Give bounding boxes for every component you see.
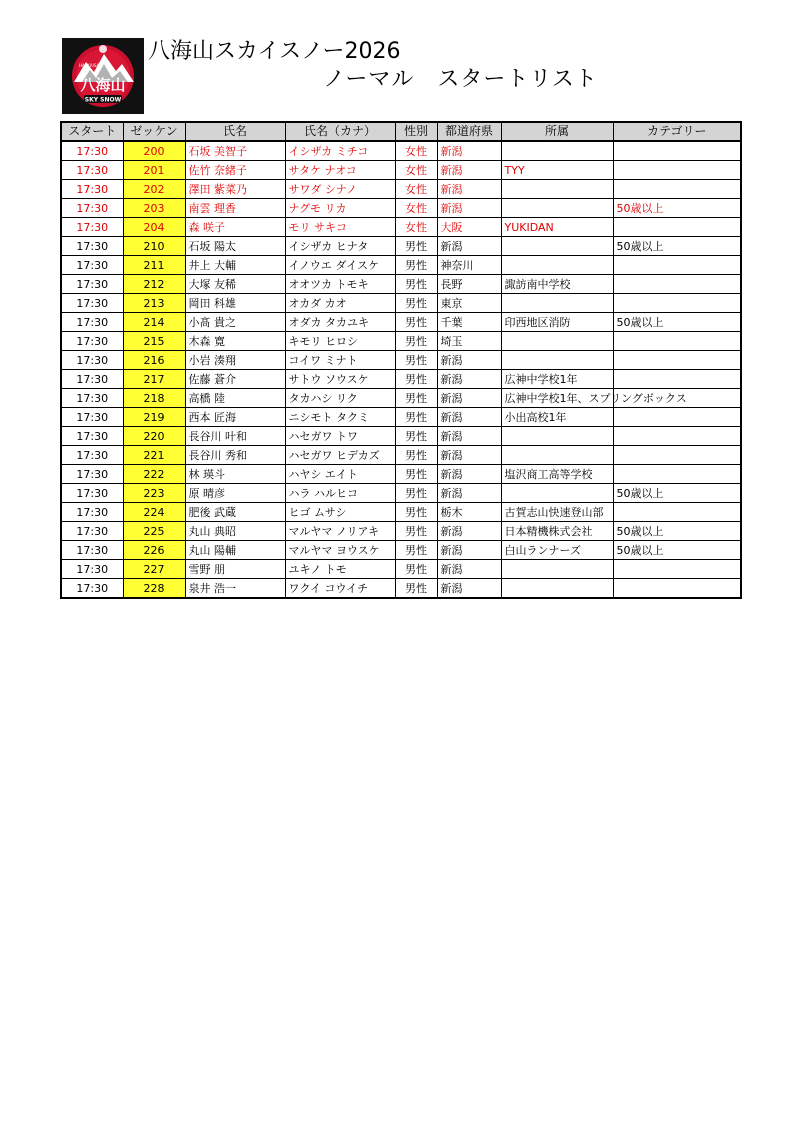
column-header-sex: 性別 [395, 122, 437, 141]
sex-cell: 女性 [395, 218, 437, 237]
affiliation-cell: 諏訪南中学校 [501, 275, 613, 294]
category-cell [613, 351, 741, 370]
start-time-cell: 17:30 [61, 218, 123, 237]
bib-number-cell: 219 [123, 408, 185, 427]
name-cell: 石坂 陽太 [185, 237, 285, 256]
name-kana-cell: サタケ ナオコ [285, 161, 395, 180]
column-header-name: 氏名 [185, 122, 285, 141]
category-cell [613, 370, 741, 389]
start-time-cell: 17:30 [61, 503, 123, 522]
affiliation-cell [501, 332, 613, 351]
sex-cell: 男性 [395, 427, 437, 446]
start-time-cell: 17:30 [61, 560, 123, 579]
start-time-cell: 17:30 [61, 408, 123, 427]
column-header-category: カテゴリー [613, 122, 741, 141]
name-kana-cell: オオツカ トモキ [285, 275, 395, 294]
name-cell: 大塚 友稀 [185, 275, 285, 294]
prefecture-cell: 東京 [437, 294, 501, 313]
affiliation-cell: TYY [501, 161, 613, 180]
bib-number-cell: 213 [123, 294, 185, 313]
prefecture-cell: 栃木 [437, 503, 501, 522]
bib-number-cell: 201 [123, 161, 185, 180]
name-kana-cell: コイワ ミナト [285, 351, 395, 370]
name-kana-cell: ユキノ トモ [285, 560, 395, 579]
name-cell: 佐藤 蒼介 [185, 370, 285, 389]
prefecture-cell: 神奈川 [437, 256, 501, 275]
bib-number-cell: 223 [123, 484, 185, 503]
start-time-cell: 17:30 [61, 237, 123, 256]
name-cell: 南雲 理香 [185, 199, 285, 218]
table-row [61, 351, 741, 370]
affiliation-cell: 小出高校1年 [501, 408, 613, 427]
start-time-cell: 17:30 [61, 332, 123, 351]
start-time-cell: 17:30 [61, 313, 123, 332]
name-cell: 肥後 武蔵 [185, 503, 285, 522]
sex-cell: 男性 [395, 313, 437, 332]
table-row [61, 256, 741, 275]
sex-cell: 男性 [395, 332, 437, 351]
affiliation-cell [501, 579, 613, 599]
prefecture-cell: 新潟 [437, 199, 501, 218]
affiliation-cell [501, 237, 613, 256]
category-cell [613, 465, 741, 484]
sex-cell: 女性 [395, 141, 437, 161]
name-cell: 丸山 典昭 [185, 522, 285, 541]
sex-cell: 男性 [395, 465, 437, 484]
prefecture-cell: 大阪 [437, 218, 501, 237]
start-time-cell: 17:30 [61, 484, 123, 503]
sex-cell: 男性 [395, 294, 437, 313]
category-cell: 50歳以上 [613, 237, 741, 256]
affiliation-cell [501, 446, 613, 465]
start-time-cell: 17:30 [61, 389, 123, 408]
bib-number-cell: 217 [123, 370, 185, 389]
prefecture-cell: 新潟 [437, 237, 501, 256]
category-cell [613, 275, 741, 294]
table-row [61, 370, 741, 389]
category-cell [613, 427, 741, 446]
name-cell: 林 瑛斗 [185, 465, 285, 484]
category-cell [613, 180, 741, 199]
column-header-kana: 氏名（カナ） [285, 122, 395, 141]
bib-number-cell: 203 [123, 199, 185, 218]
name-kana-cell: ニシモト タクミ [285, 408, 395, 427]
name-cell: 西本 匠海 [185, 408, 285, 427]
affiliation-cell [501, 560, 613, 579]
sex-cell: 男性 [395, 522, 437, 541]
column-header-affiliation: 所属 [501, 122, 613, 141]
name-cell: 岡田 科雄 [185, 294, 285, 313]
table-row [61, 141, 741, 161]
prefecture-cell: 新潟 [437, 180, 501, 199]
sex-cell: 男性 [395, 560, 437, 579]
prefecture-cell: 新潟 [437, 560, 501, 579]
bib-number-cell: 204 [123, 218, 185, 237]
name-cell: 丸山 陽輔 [185, 541, 285, 560]
svg-text:HAKKAISAN: HAKKAISAN [79, 63, 103, 68]
affiliation-cell: YUKIDAN [501, 218, 613, 237]
affiliation-cell [501, 427, 613, 446]
name-kana-cell: ワクイ コウイチ [285, 579, 395, 599]
start-time-cell: 17:30 [61, 522, 123, 541]
name-cell: 長谷川 秀和 [185, 446, 285, 465]
table-row [61, 446, 741, 465]
sex-cell: 男性 [395, 256, 437, 275]
page-title: 八海山スカイスノー2026 [148, 39, 401, 64]
name-cell: 高橋 陸 [185, 389, 285, 408]
sex-cell: 男性 [395, 351, 437, 370]
affiliation-cell: 塩沢商工高等学校 [501, 465, 613, 484]
sex-cell: 男性 [395, 579, 437, 599]
table-row [61, 484, 741, 503]
category-cell [613, 503, 741, 522]
name-kana-cell: ヒゴ ムサシ [285, 503, 395, 522]
name-kana-cell: マルヤマ ヨウスケ [285, 541, 395, 560]
category-cell [613, 560, 741, 579]
table-row [61, 522, 741, 541]
bib-number-cell: 228 [123, 579, 185, 599]
sex-cell: 男性 [395, 275, 437, 294]
name-kana-cell: ハラ ハルヒコ [285, 484, 395, 503]
hakkaisan-logo-icon [62, 38, 144, 114]
start-time-cell: 17:30 [61, 141, 123, 161]
name-cell: 佐竹 奈緒子 [185, 161, 285, 180]
name-cell: 森 咲子 [185, 218, 285, 237]
affiliation-cell [501, 180, 613, 199]
start-time-cell: 17:30 [61, 370, 123, 389]
column-header-prefecture: 都道府県 [437, 122, 501, 141]
category-cell: 50歳以上 [613, 199, 741, 218]
prefecture-cell: 新潟 [437, 161, 501, 180]
sex-cell: 女性 [395, 180, 437, 199]
name-cell: 澤田 紫菜乃 [185, 180, 285, 199]
affiliation-cell: 古賀志山快速登山部 [501, 503, 613, 522]
prefecture-cell: 新潟 [437, 446, 501, 465]
affiliation-cell: 広神中学校1年、スプリングボックス [501, 389, 613, 408]
svg-text:八海山: 八海山 [80, 76, 126, 94]
prefecture-cell: 新潟 [437, 408, 501, 427]
category-cell: 50歳以上 [613, 541, 741, 560]
name-kana-cell: タカハシ リク [285, 389, 395, 408]
name-cell: 小髙 貴之 [185, 313, 285, 332]
prefecture-cell: 千葉 [437, 313, 501, 332]
affiliation-cell [501, 256, 613, 275]
affiliation-cell: 日本精機株式会社 [501, 522, 613, 541]
bib-number-cell: 224 [123, 503, 185, 522]
start-list-table [60, 121, 742, 599]
bib-number-cell: 221 [123, 446, 185, 465]
table-row [61, 161, 741, 180]
affiliation-cell [501, 199, 613, 218]
start-time-cell: 17:30 [61, 161, 123, 180]
prefecture-cell: 新潟 [437, 579, 501, 599]
category-cell [613, 579, 741, 599]
category-cell [613, 218, 741, 237]
prefecture-cell: 新潟 [437, 370, 501, 389]
name-cell: 泉井 浩一 [185, 579, 285, 599]
table-row [61, 503, 741, 522]
bib-number-cell: 214 [123, 313, 185, 332]
name-kana-cell: オカダ カオ [285, 294, 395, 313]
affiliation-cell [501, 141, 613, 161]
affiliation-cell: 広神中学校1年 [501, 370, 613, 389]
affiliation-cell [501, 351, 613, 370]
start-time-cell: 17:30 [61, 294, 123, 313]
name-kana-cell: ナグモ リカ [285, 199, 395, 218]
table-row [61, 332, 741, 351]
start-time-cell: 17:30 [61, 579, 123, 599]
sex-cell: 男性 [395, 541, 437, 560]
column-header-bib: ゼッケン [123, 122, 185, 141]
table-body [61, 141, 741, 598]
category-cell [613, 408, 741, 427]
sex-cell: 女性 [395, 161, 437, 180]
name-kana-cell: イシザカ ヒナタ [285, 237, 395, 256]
table-row [61, 294, 741, 313]
prefecture-cell: 長野 [437, 275, 501, 294]
bib-number-cell: 226 [123, 541, 185, 560]
table-row [61, 180, 741, 199]
event-logo [62, 38, 144, 114]
page-subtitle: ノーマル スタートリスト [323, 67, 598, 92]
table-row [61, 389, 741, 408]
sex-cell: 男性 [395, 503, 437, 522]
table-row [61, 313, 741, 332]
category-cell [613, 294, 741, 313]
name-kana-cell: サトウ ソウスケ [285, 370, 395, 389]
start-time-cell: 17:30 [61, 180, 123, 199]
name-cell: 原 晴彦 [185, 484, 285, 503]
name-kana-cell: ハセガワ ヒデカズ [285, 446, 395, 465]
bib-number-cell: 225 [123, 522, 185, 541]
name-cell: 雪野 朋 [185, 560, 285, 579]
bib-number-cell: 218 [123, 389, 185, 408]
table-row [61, 465, 741, 484]
bib-number-cell: 222 [123, 465, 185, 484]
table-header-row [61, 122, 741, 141]
prefecture-cell: 新潟 [437, 427, 501, 446]
category-cell [613, 332, 741, 351]
prefecture-cell: 新潟 [437, 541, 501, 560]
prefecture-cell: 新潟 [437, 465, 501, 484]
table-row [61, 275, 741, 294]
name-kana-cell: キモリ ヒロシ [285, 332, 395, 351]
category-cell [613, 161, 741, 180]
column-header-start: スタート [61, 122, 123, 141]
start-time-cell: 17:30 [61, 199, 123, 218]
table-row [61, 218, 741, 237]
affiliation-cell [501, 294, 613, 313]
name-kana-cell: ハセガワ トワ [285, 427, 395, 446]
name-cell: 石坂 美智子 [185, 141, 285, 161]
name-kana-cell: オダカ タカユキ [285, 313, 395, 332]
affiliation-cell: 白山ランナーズ [501, 541, 613, 560]
affiliation-cell [501, 484, 613, 503]
category-cell [613, 446, 741, 465]
sex-cell: 男性 [395, 446, 437, 465]
sex-cell: 男性 [395, 408, 437, 427]
prefecture-cell: 新潟 [437, 351, 501, 370]
name-kana-cell: ハヤシ エイト [285, 465, 395, 484]
bib-number-cell: 216 [123, 351, 185, 370]
prefecture-cell: 埼玉 [437, 332, 501, 351]
start-time-cell: 17:30 [61, 541, 123, 560]
bib-number-cell: 202 [123, 180, 185, 199]
sex-cell: 男性 [395, 389, 437, 408]
name-kana-cell: サワダ シナノ [285, 180, 395, 199]
table-row [61, 579, 741, 599]
bib-number-cell: 227 [123, 560, 185, 579]
name-kana-cell: マルヤマ ノリアキ [285, 522, 395, 541]
start-time-cell: 17:30 [61, 351, 123, 370]
name-kana-cell: イシザカ ミチコ [285, 141, 395, 161]
prefecture-cell: 新潟 [437, 141, 501, 161]
category-cell [613, 256, 741, 275]
table-row [61, 199, 741, 218]
start-time-cell: 17:30 [61, 427, 123, 446]
name-cell: 小岩 湊翔 [185, 351, 285, 370]
start-time-cell: 17:30 [61, 446, 123, 465]
bib-number-cell: 215 [123, 332, 185, 351]
start-time-cell: 17:30 [61, 275, 123, 294]
bib-number-cell: 220 [123, 427, 185, 446]
sex-cell: 男性 [395, 484, 437, 503]
table-row [61, 541, 741, 560]
affiliation-cell: 印西地区消防 [501, 313, 613, 332]
start-time-cell: 17:30 [61, 256, 123, 275]
category-cell: 50歳以上 [613, 313, 741, 332]
category-cell [613, 141, 741, 161]
table-row [61, 237, 741, 256]
prefecture-cell: 新潟 [437, 484, 501, 503]
sex-cell: 女性 [395, 199, 437, 218]
table-row [61, 560, 741, 579]
bib-number-cell: 210 [123, 237, 185, 256]
name-cell: 井上 大輔 [185, 256, 285, 275]
name-kana-cell: モリ サキコ [285, 218, 395, 237]
bib-number-cell: 212 [123, 275, 185, 294]
prefecture-cell: 新潟 [437, 522, 501, 541]
table-row [61, 408, 741, 427]
category-cell: 50歳以上 [613, 522, 741, 541]
bib-number-cell: 200 [123, 141, 185, 161]
table-row [61, 427, 741, 446]
category-cell: 50歳以上 [613, 484, 741, 503]
name-kana-cell: イノウエ ダイスケ [285, 256, 395, 275]
name-cell: 長谷川 叶和 [185, 427, 285, 446]
sex-cell: 男性 [395, 370, 437, 389]
start-time-cell: 17:30 [61, 465, 123, 484]
prefecture-cell: 新潟 [437, 389, 501, 408]
sex-cell: 男性 [395, 237, 437, 256]
bib-number-cell: 211 [123, 256, 185, 275]
name-cell: 木森 寛 [185, 332, 285, 351]
svg-text:SKY SNOW: SKY SNOW [84, 96, 122, 104]
